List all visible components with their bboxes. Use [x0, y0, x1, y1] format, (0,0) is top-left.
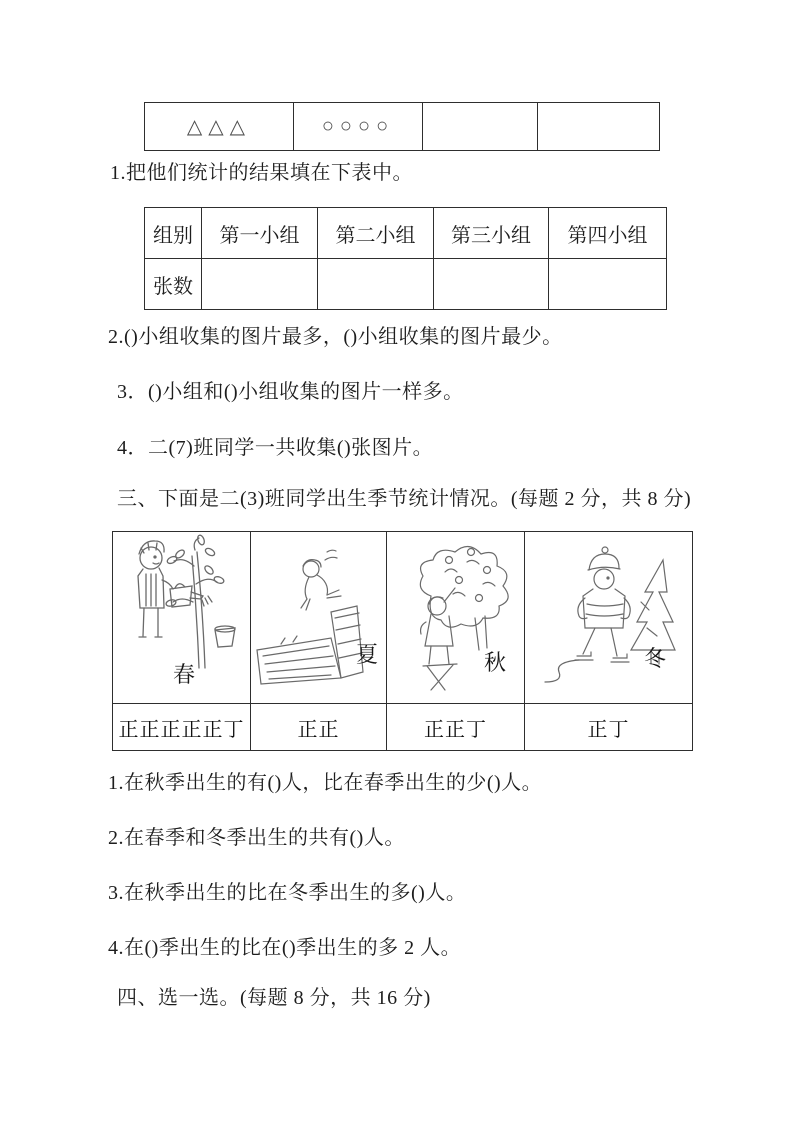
question-same-amount: 3．()小组和()小组收集的图片一样多。: [117, 381, 464, 403]
section4-title: 四、选一选。(每题 8 分，共 16 分): [117, 987, 431, 1009]
header-group-2: 第二小组: [318, 208, 434, 259]
season-label-winter: 冬: [643, 646, 666, 671]
tally-spring: 正正正正正丁: [113, 704, 251, 751]
season-picture-row: [113, 532, 693, 704]
season-tally-row: [113, 704, 693, 751]
winter-cell: [525, 532, 693, 704]
season-label-summer: 夏: [355, 642, 378, 667]
result-table-value-row: [145, 259, 667, 310]
answer-cell: [434, 259, 549, 310]
result-table-header-row: [145, 208, 667, 259]
s3-question-autumn-count: 1.在秋季出生的有()人，比在春季出生的少()人。: [108, 772, 543, 794]
symbol-cell-triangles: △△△: [145, 103, 294, 151]
answer-cell: [549, 259, 667, 310]
question-most-least: 2.()小组收集的图片最多，()小组收集的图片最少。: [108, 326, 563, 348]
spring-cell: [113, 532, 251, 704]
row-label-sheets: 张数: [145, 259, 202, 310]
answer-cell: [202, 259, 318, 310]
header-group-1: 第一小组: [202, 208, 318, 259]
child-ice-skating-icon: [525, 532, 692, 703]
tally-winter: 正丁: [525, 704, 693, 751]
header-group-3: 第三小组: [434, 208, 549, 259]
table-row: [145, 103, 660, 151]
s3-question-autumn-vs-winter: 3.在秋季出生的比在冬季出生的多()人。: [108, 882, 467, 904]
symbol-tally-table: [144, 102, 660, 151]
question-total-collected: 4．二(7)班同学一共收集()张图片。: [117, 437, 434, 459]
symbol-cell-empty: [423, 103, 538, 151]
symbol-cell-empty: [538, 103, 660, 151]
result-table: [144, 207, 667, 310]
child-diving-into-pool-icon: [251, 532, 386, 703]
s3-question-spring-winter-total: 2.在春季和冬季出生的共有()人。: [108, 827, 405, 849]
question-fill-table: 1.把他们统计的结果填在下表中。: [110, 162, 413, 184]
summer-cell: [251, 532, 387, 704]
tally-autumn: 正正丁: [387, 704, 525, 751]
symbol-cell-circles: ○○○○: [294, 103, 423, 151]
section3-title: 三、下面是二(3)班同学出生季节统计情况。(每题 2 分，共 8 分): [117, 488, 692, 510]
season-statistics-table: [112, 531, 693, 751]
autumn-cell: [387, 532, 525, 704]
header-group: 组别: [145, 208, 202, 259]
tally-summer: 正正: [251, 704, 387, 751]
header-group-4: 第四小组: [549, 208, 667, 259]
s3-question-more-by-two: 4.在()季出生的比在()季出生的多 2 人。: [108, 937, 462, 959]
season-label-autumn: 秋: [483, 650, 506, 675]
answer-cell: [318, 259, 434, 310]
child-picking-fruit-icon: [387, 532, 524, 703]
season-label-spring: 春: [173, 662, 196, 687]
